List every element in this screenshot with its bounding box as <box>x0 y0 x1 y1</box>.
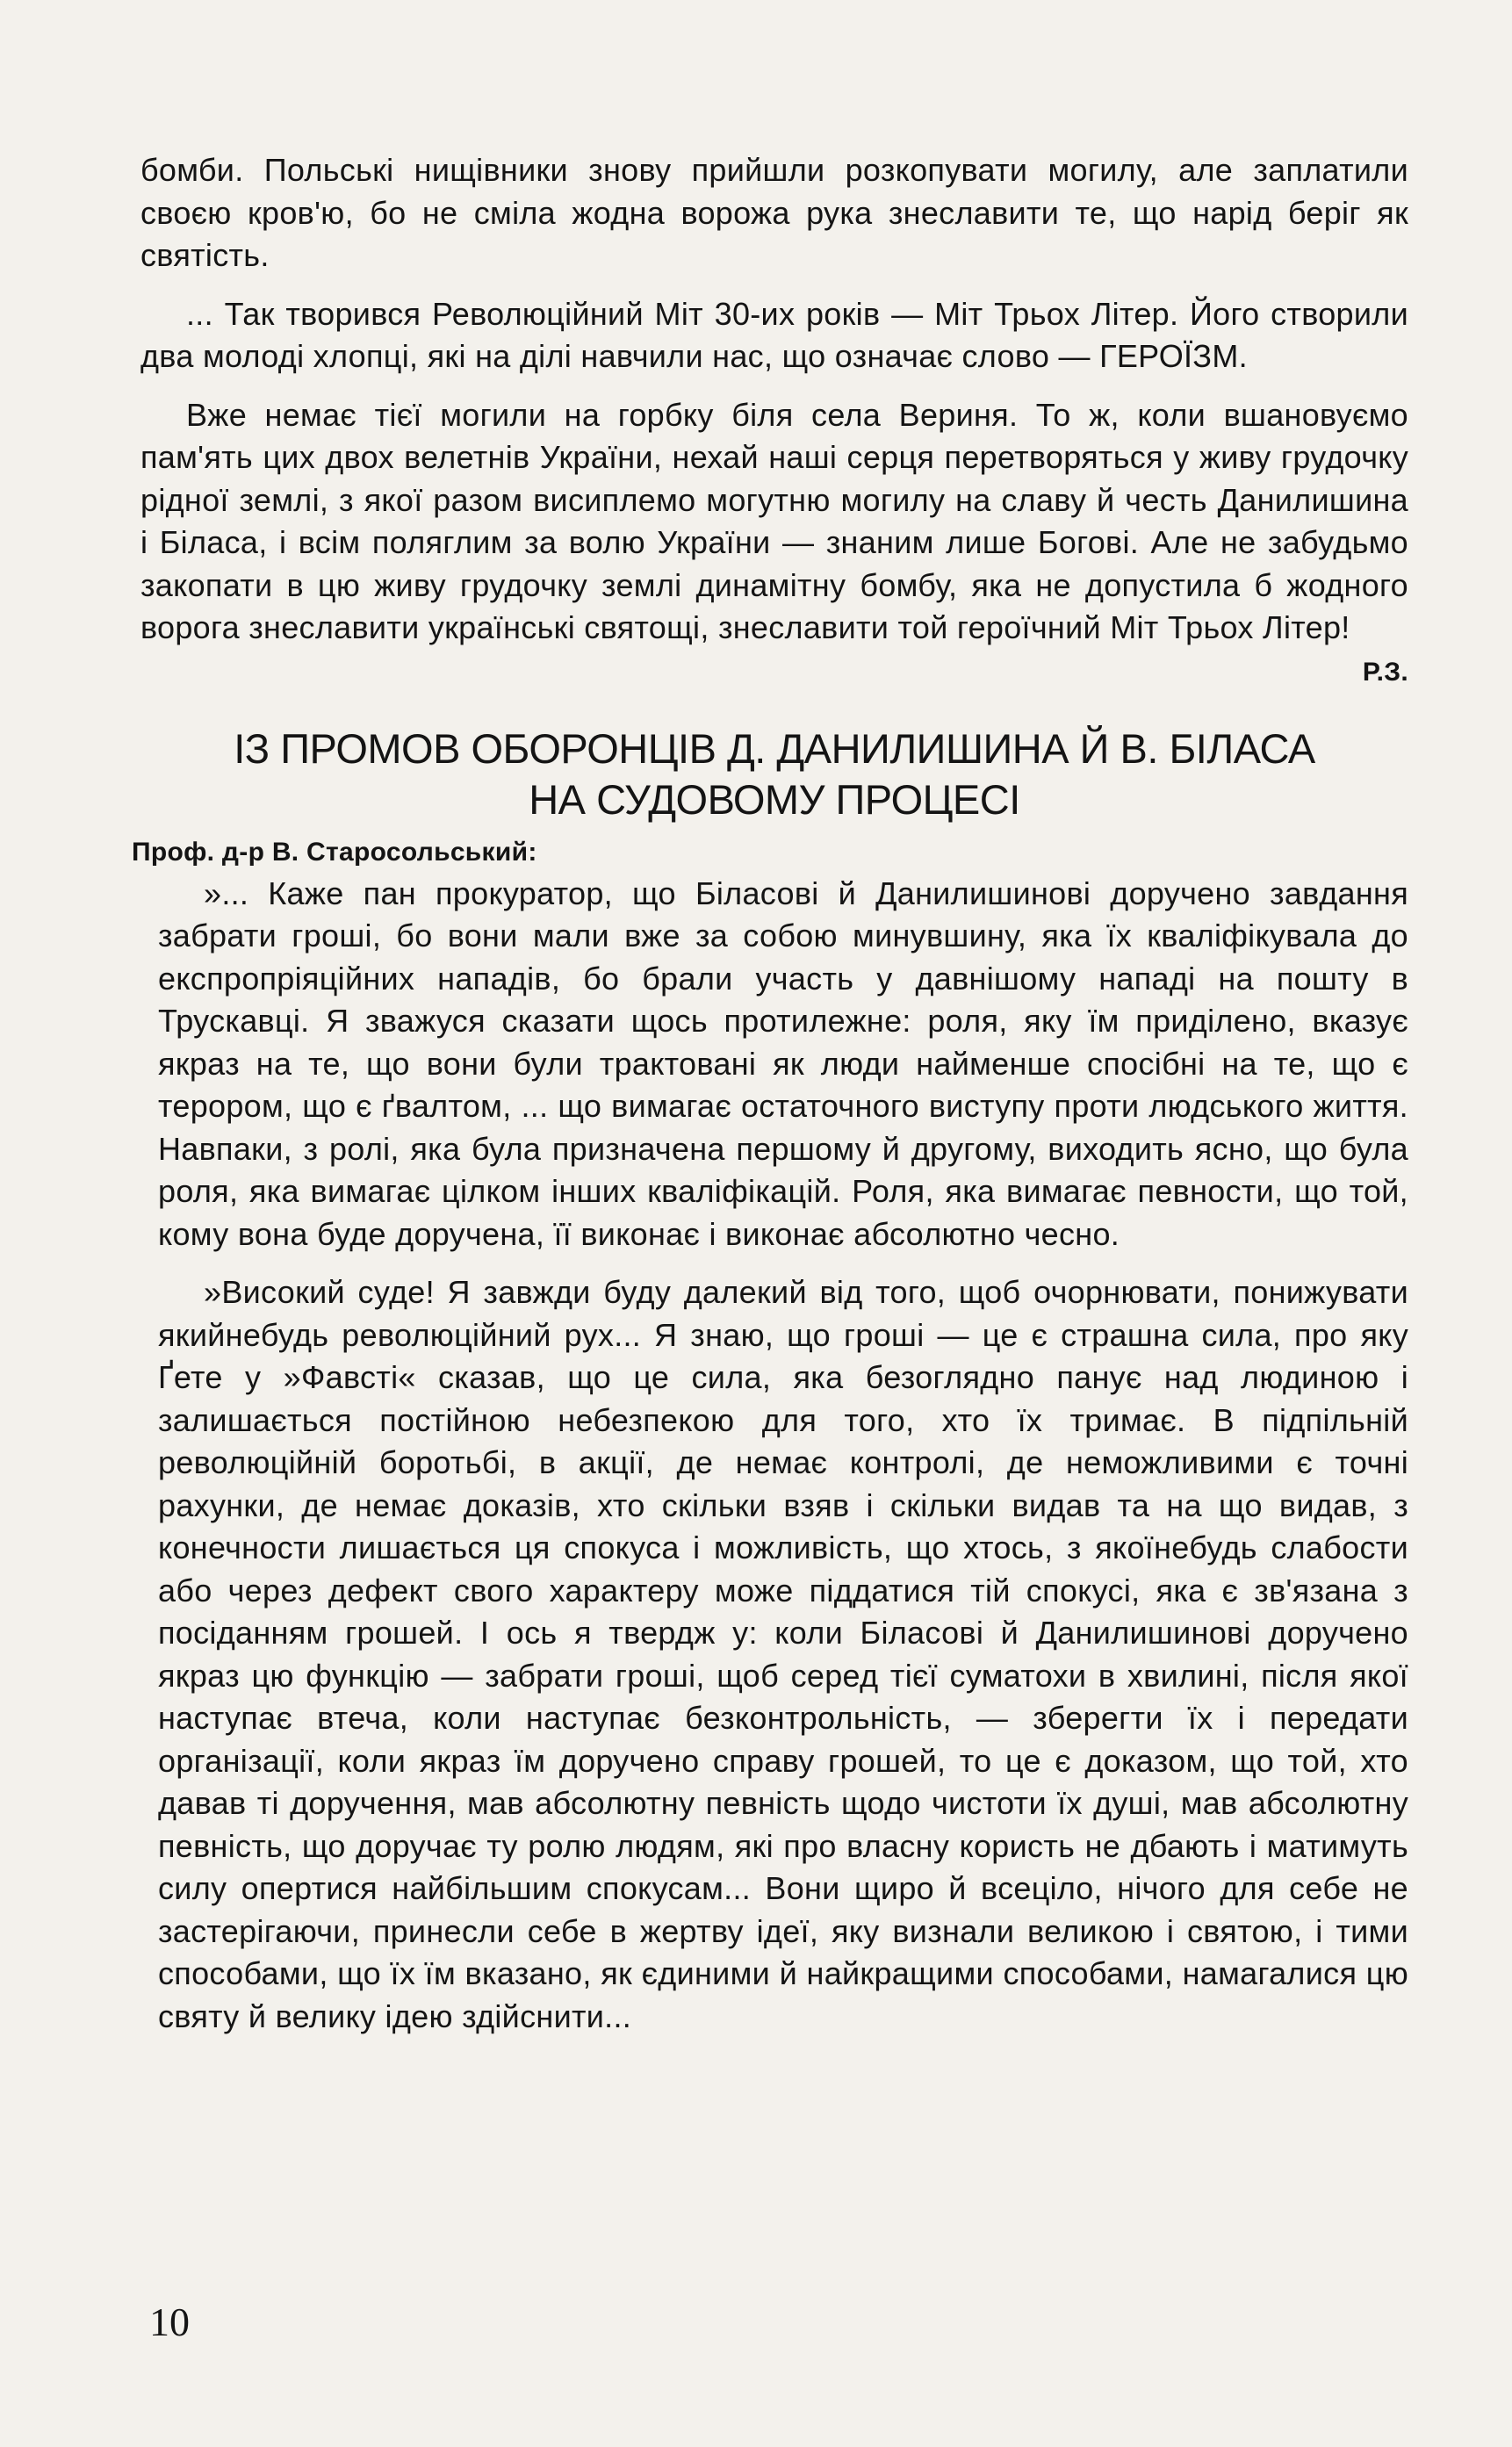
text-column <box>132 149 1408 2054</box>
section-title <box>140 723 1408 825</box>
paragraph: Вже немає тієї могили на горбку біля села Вериня. То ж, коли вшановуємо пам'ять цих двох велетнів України, нехай наші серця перетворяться у живу грудочку рідної землі, з якої разом висиплемо могутню могилу на славу й честь Данилишина і Біласа, і всім поляглим за волю України — знаним лише Богові. Але не забудьмо закопати в цю живу грудочку землі динамітну бомбу, яка не допустила б жодного ворога знеславити українські святощі, знеславити той героїчний Міт Трьох Літер! <box>140 396 1408 645</box>
paragraph: ... Так творився Революційний Міт 30-их років — Міт Трьох Літер. Його створили два молоді хлопці, які на ділі навчили нас, що означає слово — ГЕРОЇЗМ. <box>140 295 1408 374</box>
signature: Р.З. <box>1362 657 1408 687</box>
paragraph: бомби. Польські нищівники знову прийшли розкопувати могилу, але заплатили своєю кров'ю, бо не сміла жодна ворожа рука знеславити те, що нарід беріг як святість. <box>140 152 1408 273</box>
section-title-line: ІЗ ПРОМОВ ОБОРОНЦІВ Д. ДАНИЛИШИНА Й В. БІЛАСА <box>234 724 1315 772</box>
paragraph: »... Каже пан прокуратор, що Біласові й Данилишинові доручено завдання забрати гроші, бо вони мали вже за собою минувшину, яка їх кваліфікувала до експропріяційних нападів, бо брали участь у давнішому нападі на пошту в Трускавці. Я зважуся сказати щось протилежне: роля, яку їм приділено, вказує якраз на те, що вони були трактовані як люди найменше спосібні на те, що є терором, що є ґвалтом, ... що вимагає остаточного виступу проти людського життя. Навпаки, з ролі, яка була призначена першому й другому, виходить ясно, що була роля, яка вимагає цілком інших кваліфікацій. Роля, яка вимагає певности, що той, кому вона буде доручена, її виконає і виконає абсолютно чесно. <box>158 874 1408 1252</box>
paragraph: »Високий суде! Я завжди буду далекий від того, щоб очорнювати, понижувати якийнебудь революційний рух... Я знаю, що гроші — це є страшна сила, про яку Ґете у »Фавсті« сказав, що це сила, яка безоглядно панує над людиною і залишається постійною небезпекою для того, хто їх тримає. В підпільній революційній боротьбі, в акції, де немає контролі, де неможливими є точні рахунки, де немає доказів, хто скільки взяв і скільки видав та на що видав, з конечности лишається ця спокуса і можливість, що хтось, з якоїнебудь слабости або через дефект свого характеру може піддатися тій спокусі, яка є зв'язана з посіданням грошей. І ось я твердж у: коли Біласові й Данилишинові доручено якраз цю функцію — забрати гроші, щоб серед тієї суматохи в хвилині, після якої наступає втеча, коли наступає безконтрольність, — зберегти їх і передати організації, коли якраз їм доручено справу грошей, то це є доказом, що той, хто давав ті доручення, мав абсолютну певність щодо чистоти їх душі, мав абсолютну певність, що доручає ту ролю людям, які про власну користь не дбають і матимуть силу опертися найбільшим спокусам... Вони щиро й всецілo, нічого для себе не застерігаючи, принесли себе в жертву ідеї, яку визнали великою і святою, і тими способами, що їх їм вказано, як єдиними й найкращими способами, намагалися цю святу й велику ідею здійснити... <box>158 1274 1408 2034</box>
speaker-name: Проф. д-р В. Старосольський: <box>132 837 537 867</box>
page-number: 10 <box>149 2299 190 2344</box>
speech <box>140 873 1408 2039</box>
section-title-line: НА СУДОВОМУ ПРОЦЕСІ <box>529 775 1020 823</box>
